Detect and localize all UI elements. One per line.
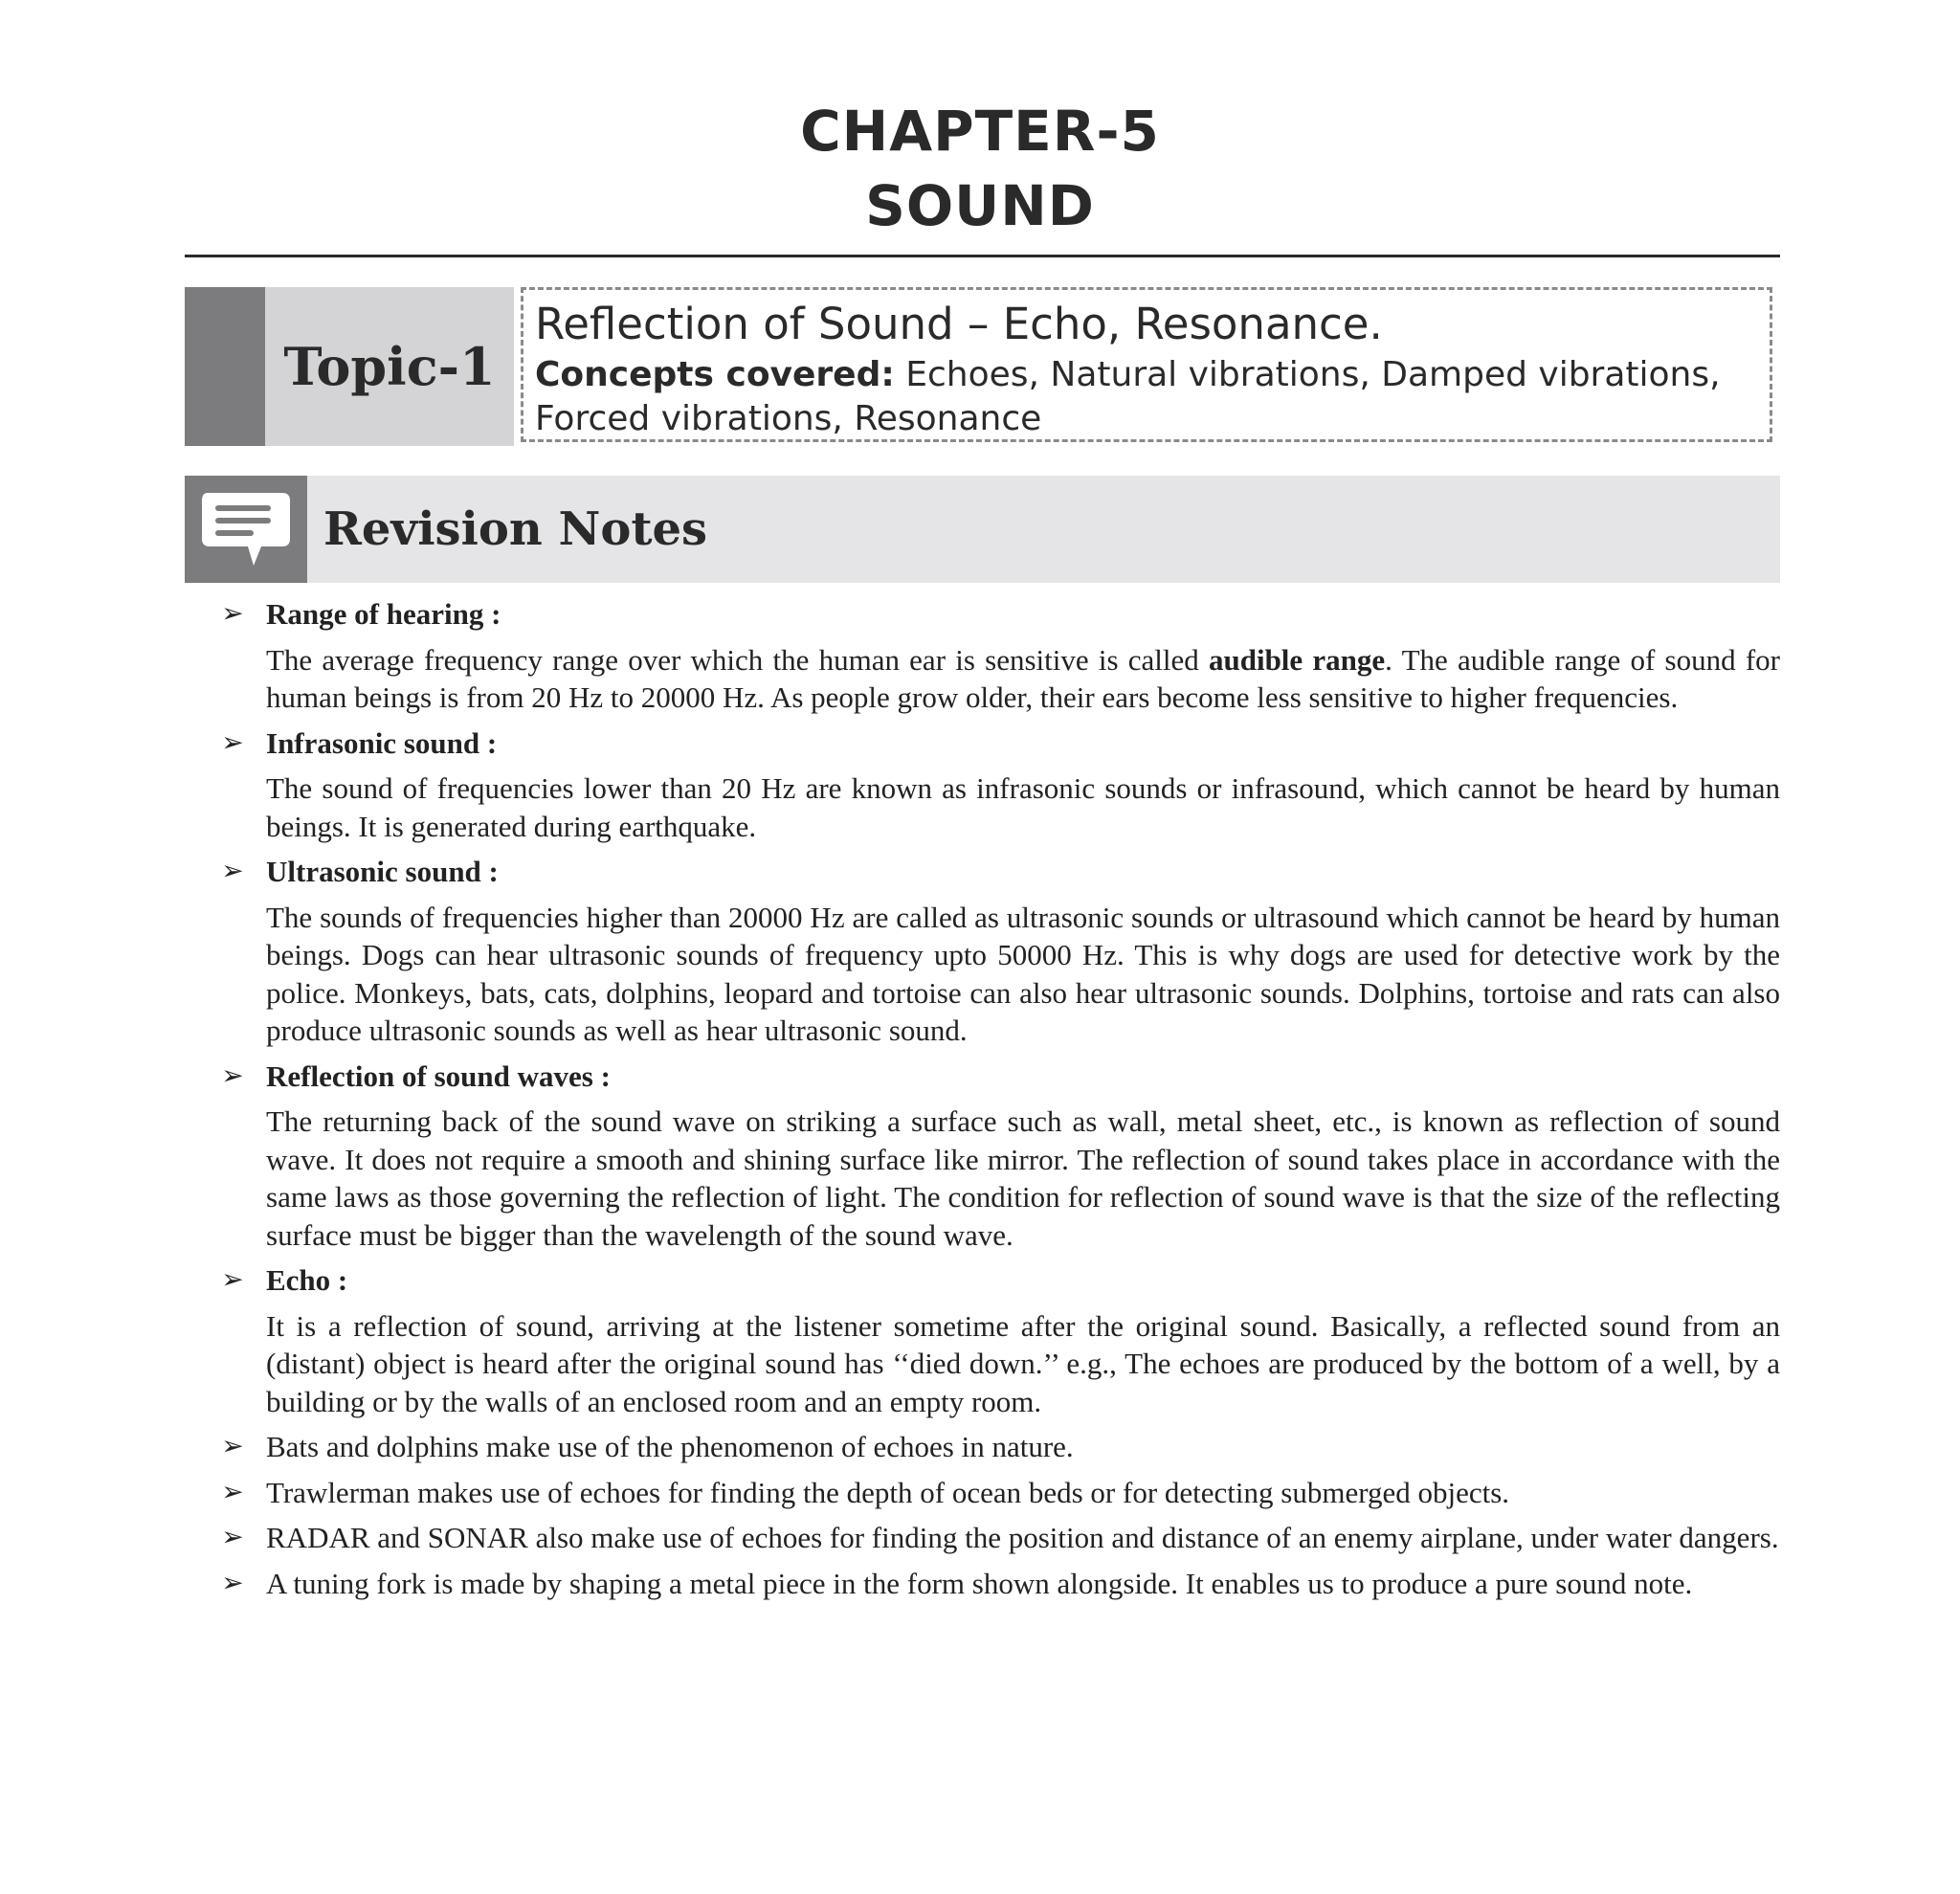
note-ultrasonic-sound [218,853,1780,1050]
audible-range-term: audible range [1208,642,1386,677]
note-heading: Range of hearing : [266,597,501,631]
topic-details-box [521,287,1772,442]
note-trawlerman [218,1474,1780,1512]
speech-bubble-icon [198,489,294,571]
header-divider [185,255,1780,257]
bullet-icon: ➢ [221,857,244,886]
note-radar-sonar [218,1519,1780,1557]
note-body: The returning back of the sound wave on striking a surface such as wall, metal sheet, etc., is known as reflection of sound wave. It does not require a smooth and shining surface like mirror. The reflection of sound takes place in accordance with the same laws as those governing the reflection of light. The condition for reflection of sound wave is that the size of the reflecting surface must be bigger than the wavelength of the sound wave. [266,1104,1780,1252]
note-heading: Echo : [266,1263,348,1297]
topic-block [185,287,1780,446]
note-heading: Ultrasonic sound : [266,855,499,888]
revision-icon-box [185,476,307,583]
bullet-icon: ➢ [221,1060,244,1091]
topic-label-box [265,287,514,446]
note-heading: Reflection of sound waves : [266,1058,611,1093]
note-body: The average frequency range over which the human ear is sensitive is called audible range. The audible range of sound for human beings is from 20 Hz to 20000 Hz. As people grow older, their ears become less sensitive to higher frequencies. [266,642,1780,714]
bullet-icon: ➢ [221,1568,244,1598]
note-body: A tuning fork is made by shaping a metal piece in the form shown alongside. It enables us to produce a pure sound note. [266,1566,1693,1600]
note-body: The sounds of frequencies higher than 20000 Hz are called as ultrasonic sounds or ultrasound which cannot be heard by human beings. Dogs can hear ultrasonic sounds of frequency upto 50000 Hz. This is why dogs are used for detective work by the police. Monkeys, bats, cats, dolphins, leopard and tortoise can also hear ultrasonic sounds. Dolphins, tortoise and rats can also produce ultrasonic sounds as well as hear ultrasonic sound. [266,900,1780,1047]
note-reflection-of-sound-waves [218,1058,1780,1255]
chapter-title: SOUND [865,173,1095,238]
revision-notes-list [218,595,1780,1610]
note-body: RADAR and SONAR also make use of echoes for finding the position and distance of an enemy airplane, under water dangers. [266,1521,1779,1554]
topic-accent-bar [185,287,265,446]
bullet-icon: ➢ [221,1432,244,1461]
revision-notes-bar [185,476,1780,583]
bullet-icon: ➢ [221,599,244,629]
note-body: Bats and dolphins make use of the phenomenon of echoes in nature. [266,1430,1074,1463]
note-infrasonic-sound [218,724,1780,846]
note-body: Trawlerman makes use of echoes for finding the depth of ocean beds or for detecting submerged objects. [266,1475,1510,1509]
note-body: It is a reflection of sound, arriving at the listener sometime after the original sound. Basically, a reflected sound from an (distant) object is heard after the original sound has ‘‘died down.’’ e.g., The echoes are produced by the bottom of a well, by a building or by the walls of an enclosed room and an empty room. [266,1308,1780,1418]
topic-title: Reflection of Sound – Echo, Resonance. [535,299,1383,349]
bullet-icon: ➢ [221,727,244,758]
concepts-label: Concepts covered: [535,355,895,394]
note-tuning-fork [218,1565,1780,1603]
note-echo [218,1261,1780,1420]
topic-label: Topic-1 [283,336,496,397]
revision-notes-title: Revision Notes [323,502,708,556]
note-bats-dolphins [218,1428,1780,1466]
bullet-icon: ➢ [221,1477,244,1507]
chapter-number: CHAPTER-5 [800,99,1160,164]
note-range-of-hearing [218,595,1780,717]
bullet-icon: ➢ [221,1523,244,1552]
note-body: The sound of frequencies lower than 20 Hz are known as infrasonic sounds or infrasound, which cannot be heard by human beings. It is generated during earthquake. [266,771,1780,843]
chapter-header [0,94,1960,243]
note-heading: Infrasonic sound : [266,725,498,760]
concepts-text: Echoes, Natural vibrations, Damped vibrations, Forced vibrations, Resonance [535,355,1721,438]
bullet-icon: ➢ [221,1265,244,1295]
topic-concepts [535,353,1756,441]
